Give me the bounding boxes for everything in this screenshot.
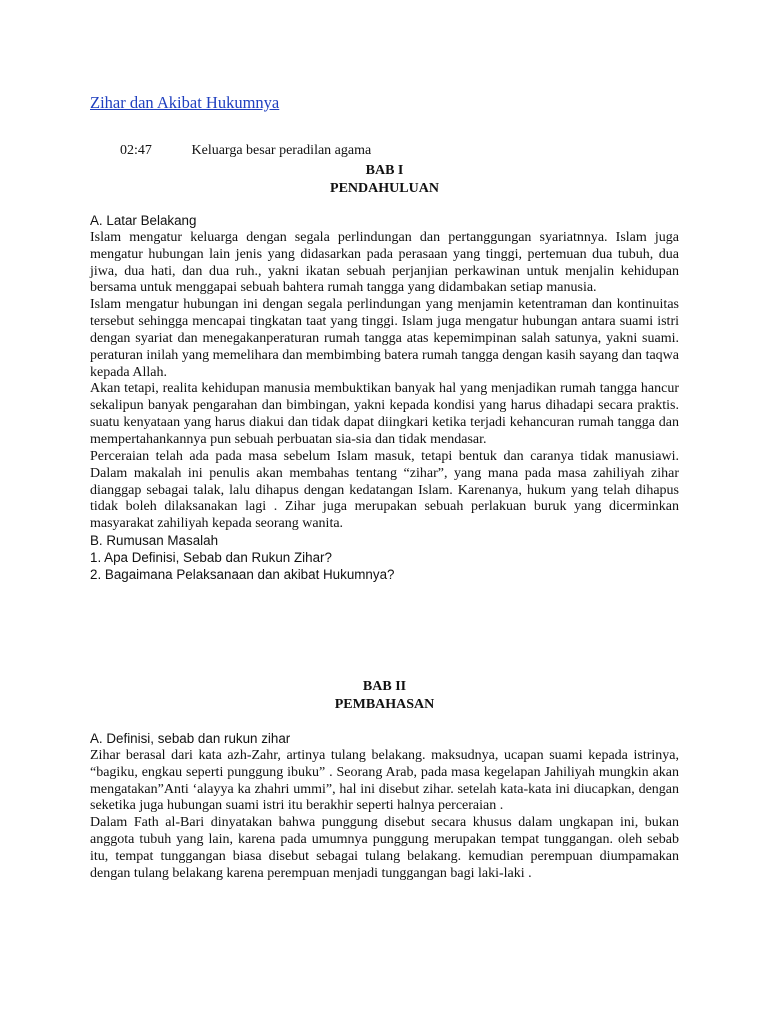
bab2-paragraph: Zihar berasal dari kata azh-Zahr, artinya tulang belakang. maksudnya, ucapan suami kepada istrinya, “bagiku, engkau seperti punggung ibuku” . Seorang Arab, pada masa kegelapan Jahiliyah mungkin akan mengatakan”Anti ‘alayya ka zhahri ummi”, hal ini disebut zihar. setelah kata-kata ini diucapkan, dengan seketika juga hubungan suami istri itu berakhir seperti halnya perceraian . xyxy=(90,747,679,814)
document-title-link[interactable]: Zihar dan Akibat Hukumnya xyxy=(90,93,280,112)
bab1-paragraph: Akan tetapi, realita kehidupan manusia membuktikan banyak hal yang menjadikan rumah tangga hancur sekalipun banyak pengarahan dan bimbingan, yakni kepada kondisi yang harus dihadapi secara praktis. suatu kenyataan yang harus diakui dan tidak dapat diingkari ketika terjadi kehancuran rumah tangga dan mempertahankannya pun sebuah perbuatan sia-sia dan tidak mendasar. xyxy=(90,381,679,447)
section-heading-rumusan-masalah: B. Rumusan Masalah xyxy=(90,533,219,549)
bab2-subheading: PEMBAHASAN xyxy=(334,697,435,712)
post-author: Keluarga besar peradilan agama xyxy=(191,143,372,158)
section-heading-definisi: A. Definisi, sebab dan rukun zihar xyxy=(90,731,291,746)
question-item: 1. Apa Definisi, Sebab dan Rukun Zihar? xyxy=(90,549,332,565)
bab1-body xyxy=(90,213,679,584)
bab1-subheading: PENDAHULUAN xyxy=(330,181,439,196)
section-heading-latar-belakang: A. Latar Belakang xyxy=(90,213,197,228)
bab1-paragraph: Islam mengatur hubungan ini dengan segala perlindungan yang menjamin ketentraman dan kontinuitas tersebut sehingga mencapai tingkatan taat yang tinggi. Islam juga mengatur hubungan antara suami istri dengan syariat dan menegakanperaturan rumah tangga atas kepemimpinan salah satunya, yakni suami. peraturan inilah yang memelihara dan membimbing batera rumah tangga dengan kasih sayang dan taqwa kepada Allah. xyxy=(90,297,679,380)
bab1-heading: BAB I xyxy=(365,163,404,178)
bab1-paragraph: Perceraian telah ada pada masa sebelum Islam masuk, tetapi bentuk dan caranya tidak manusiawi. Dalam makalah ini penulis akan membahas tentang “zihar”, yang mana pada masa zahiliyah zihar dianggap sebagai talak, lalu dihapus dengan kedatangan Islam. Karenanya, hukum yang telah dihapus tidak boleh dilaksanakan lagi . Zihar juga merupakan sebuah perlakuan buruk yang dicerminkan masyarakat zahiliyah kepada seorang wanita. xyxy=(90,448,679,532)
bab2-paragraph: Dalam Fath al-Bari dinyatakan bahwa punggung disebut secara khusus dalam ungkapan ini, bukan anggota tubuh yang lain, karena pada umumnya punggung merupakan tempat tunggangan. oleh sebab itu, tempat tunggangan biasa disebut sebagai tulang belakang. kemudian perempuan diumpamakan dengan tulang belakang karena perempuan menjadi tunggangan bagi laki-laki . xyxy=(90,815,679,881)
bab1-paragraph: Islam mengatur keluarga dengan segala perlindungan dan pertanggungan syariatnnya. Islam juga mengatur hubungan lain jenis yang didasarkan pada perasaan yang tinggi, pertemuan dua tubuh, dua jiwa, dua hati, dan dua ruh., yakni ikatan sebuah perjanjian perkawinan untuk menjalin kehidupan bersama untuk menggapai sebuah bahtera rumah tangga yang didambakan setiap manusia. xyxy=(90,229,679,296)
bab2-body xyxy=(90,731,679,883)
post-meta xyxy=(120,143,371,159)
post-time: 02:47 xyxy=(120,143,152,158)
question-item: 2. Bagaimana Pelaksanaan dan akibat Hukumnya? xyxy=(90,566,395,582)
bab2-heading: BAB II xyxy=(362,679,407,694)
